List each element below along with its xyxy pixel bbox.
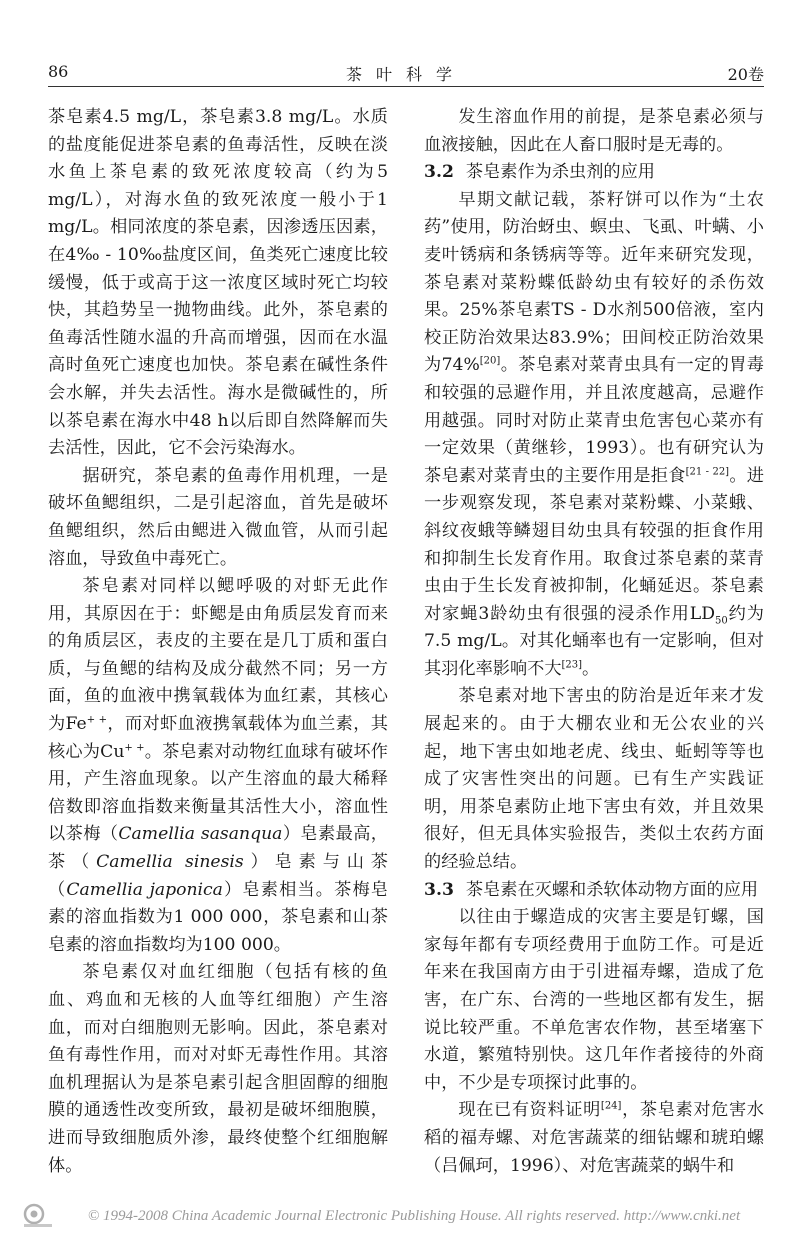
section-number: 3.2 [424,162,454,183]
paragraph: 发生溶血作用的前提，是茶皂素必须与血液接触，因此在人畜口服时是无毒的。 [424,107,764,155]
species-name: Camellia japonica [66,879,223,900]
species-name: Camellia sinesis [96,852,244,873]
superscript: + + [86,714,108,726]
section-heading [424,159,764,187]
text-run: 。 [582,658,600,679]
paragraph: 据研究，茶皂素的鱼毒作用机理，一是破坏鱼鳃组织，二是引起溶血，首先是破坏鱼鳃组织，然后由鳃进入微血管，从而引起溶血，导致鱼中毒死亡。 [48,465,388,569]
citation[interactable]: [23] [561,659,583,671]
text-run: 。茶皂素对动物红血球有破坏作用，产生溶血现象。以产生溶血的最大稀释倍数即溶血指数来衡量其活性大小，溶血性以茶梅（ [48,741,388,845]
section-title: 茶皂素作为杀虫剂的应用 [465,162,655,183]
subscript: 50 [714,615,728,627]
citation[interactable]: [20] [479,355,501,367]
text-run: ）皂素相当。茶梅皂素的溶血指数为1 000 000，茶皂素和山茶皂素的溶血指数均为100 000。 [48,879,388,955]
copyright-notice: © 1994-2008 China Academic Journal Electronic Publishing House. All rights reserved. http://www.cnki.net [87,1208,741,1224]
text-run: ，茶皂素对危害水稻的福寿螺、对危害蔬菜的细钻螺和琥珀螺（吕佩珂，1996）、对危害蔬菜的蜗牛和 [424,1100,764,1176]
paragraph: 以往由于螺造成的灾害主要是钉螺，国家每年都有专项经费用于血防工作。可是近年来在我国南方由于引进福寿螺，造成了危害，在广东、台湾的一些地区都有发生，据说比较严重。不单危害农作物，甚至堵塞下水道，繁殖特别快。这几年作者接待的外商中，不少是专项探讨此事的。 [424,907,764,1093]
text-run: 早期文献记载，茶籽饼可以作为“土农药”使用，防治蚜虫、螟虫、飞虱、叶螨、小麦叶锈病和条锈病等等。近年来研究发现，茶皂素对菜粉蝶低龄幼虫有较好的杀伤效果。25%茶皂素TS - D水剂500倍液，室内校正防治效果达83.9%；田间校正防治效果为74% [424,189,764,376]
page-header [48,62,764,84]
journal-title: 茶叶科学 [345,65,466,84]
paragraph [48,573,388,959]
paragraph [424,1097,764,1180]
text-run: ）皂素与山茶（ [48,852,388,900]
text-run: 约为7.5 mg/L。对其化蛹率也有一定影响，但对其羽化率影响不大 [424,603,764,679]
left-column [48,104,388,1180]
citation[interactable]: [24] [600,1100,622,1112]
header-rule [48,86,764,87]
right-column [424,104,764,1180]
cnki-logo-icon [22,1202,54,1228]
section-title: 茶皂素在灭螺和杀软体动物方面的应用 [465,879,759,900]
paragraph: 茶皂素对地下害虫的防治是近年来才发展起来的。由于大棚农业和无公农业的兴起，地下害虫如地老虎、线虫、蚯蚓等等也成了灾害性突出的问题。已有生产实践证明，用茶皂素防止地下害虫有效，并且效果很好，但无具体实验报告，类似土农药方面的经验总结。 [424,686,764,873]
volume-label: 20卷 [727,65,764,84]
text-run: 现在已有资料证明 [458,1100,601,1121]
section-heading [424,877,764,905]
superscript: + + [124,741,145,753]
text-run: 茶皂素对同样以鳃呼吸的对虾无此作用，其原因在于：虾鳃是由角质层发育而来的角质层区，表皮的主要在是几丁质和蛋白质，与鱼鳃的结构及成分截然不同；另一方面，鱼的血液中携氧载体为血红素，其核心为Fe [48,576,388,735]
text-run: 。茶皂素对菜青虫具有一定的胃毒和较强的忌避作用，并且浓度越高，忌避作用越强。同时对防止菜青虫危害包心菜亦有一定效果（黄继轸，1993）。也有研究认为茶皂素对菜青虫的主要作用是拒食 [424,355,764,486]
text-run: ）皂素最高，茶（ [48,824,388,873]
text-run: ，而对虾血液携氧载体为血兰素，其核心为Cu [48,714,388,762]
paragraph [424,187,764,684]
text-run: 。进一步观察发现，茶皂素对菜粉蝶、小菜蛾、斜纹夜蛾等鳞翅目幼虫具有较强的拒食作用和抑制生长发育作用。取食过茶皂素的菜青虫由于生长发育被抑制，化蛹延迟。茶皂素对家蝇3龄幼虫有很强的浸杀作用LD [424,465,764,624]
paragraph: 茶皂素4.5 mg/L，茶皂素3.8 mg/L。水质的盐度能促进茶皂素的鱼毒活性，反映在淡水鱼上茶皂素的致死浓度较高（约为5 mg/L），对海水鱼的致死浓度一般小于1 mg/L。相同浓度的茶皂素，因渗透压因素，在4‰ - 10‰盐度区间，鱼类死亡速度比较缓慢，低于或高于这一浓度区域时死亡均较快，其趋势呈一抛物曲线。此外，茶皂素的鱼毒活性随水温的升高而增强，因而在水温高时鱼死亡速度也加快。茶皂素在碱性条件会水解，并失去活性。海水是微碱性的，所以茶皂素在海水中48 h以后即自然降解而失去活性，因此，它不会污染海水。 [48,107,388,459]
species-name: Camellia sasanqua [118,824,283,845]
citation[interactable]: [21 - 22] [685,465,730,477]
page-footer [0,1202,800,1242]
section-number: 3.3 [424,879,454,900]
page-number: 86 [48,62,69,81]
paragraph: 茶皂素仅对血红细胞（包括有核的鱼血、鸡血和无核的人血等红细胞）产生溶血，而对白细胞则无影响。因此，茶皂素对鱼有毒性作用，而对对虾无毒性作用。其溶血机理据认为是茶皂素引起含胆固醇的细胞膜的通透性改变所致，最初是破坏细胞膜，进而导致细胞质外渗，最终使整个红细胞解体。 [48,962,388,1176]
